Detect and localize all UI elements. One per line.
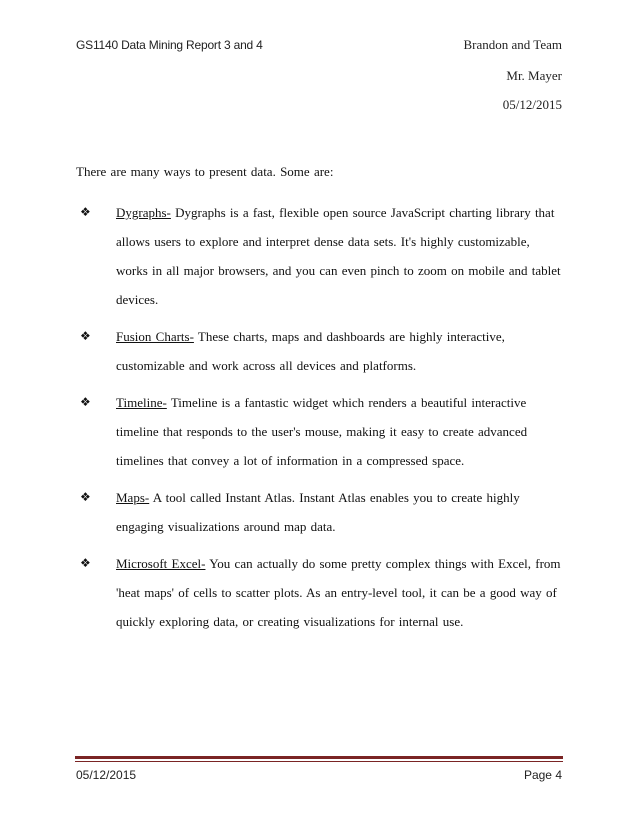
- footer-rule-thick: [75, 756, 563, 759]
- item-text: These charts, maps and dashboards are highly interactive, customizable and work across all devices and platforms.: [116, 329, 505, 373]
- item-text: Dygraphs is a fast, flexible open source JavaScript charting library that allows users to explore and interpret dense data sets. It's highly customizable, works in all major browsers, and you can even pinch to zoom on mobile and tablet devices.: [116, 205, 561, 307]
- list-item-timeline: [78, 388, 564, 475]
- list-item-dygraphs: [78, 198, 564, 314]
- list-item-fusion-charts: [78, 322, 564, 380]
- header-date: 05/12/2015: [502, 97, 562, 112]
- item-term: Timeline-: [116, 395, 167, 410]
- intro-paragraph: There are many ways to present data. Some are:: [76, 164, 334, 179]
- item-term: Maps-: [116, 490, 150, 505]
- item-text: A tool called Instant Atlas. Instant Atlas enables you to create highly engaging visualizations around map data.: [116, 490, 520, 534]
- diamond-bullet-icon: ❖: [80, 329, 91, 343]
- header-author: Brandon and Team: [463, 37, 562, 52]
- list-item-maps: [78, 483, 564, 541]
- item-term: Dygraphs-: [116, 205, 171, 220]
- header-document-title: GS1140 Data Mining Report 3 and 4: [76, 38, 263, 52]
- diamond-bullet-icon: ❖: [80, 556, 91, 570]
- item-text: Timeline is a fantastic widget which renders a beautiful interactive timeline that responds to the user's mouse, making it easy to create advanced timelines that convey a lot of information in a compressed space.: [116, 395, 528, 468]
- footer-page-number: Page 4: [523, 768, 562, 782]
- footer-rule-thin: [75, 761, 563, 762]
- header-instructor: Mr. Mayer: [506, 68, 562, 83]
- list-item-microsoft-excel: [78, 549, 564, 636]
- item-term: Fusion Charts-: [116, 329, 194, 344]
- item-term: Microsoft Excel-: [116, 556, 206, 571]
- item-text: You can actually do some pretty complex things with Excel, from 'heat maps' of cells to scatter plots. As an entry-level tool, it can be a good way of quickly exploring data, or creating visualizations for internal use.: [116, 556, 561, 629]
- diamond-bullet-icon: ❖: [80, 395, 91, 409]
- footer-date: 05/12/2015: [76, 768, 137, 782]
- diamond-bullet-icon: ❖: [80, 205, 91, 219]
- tools-list: [78, 198, 564, 644]
- diamond-bullet-icon: ❖: [80, 490, 91, 504]
